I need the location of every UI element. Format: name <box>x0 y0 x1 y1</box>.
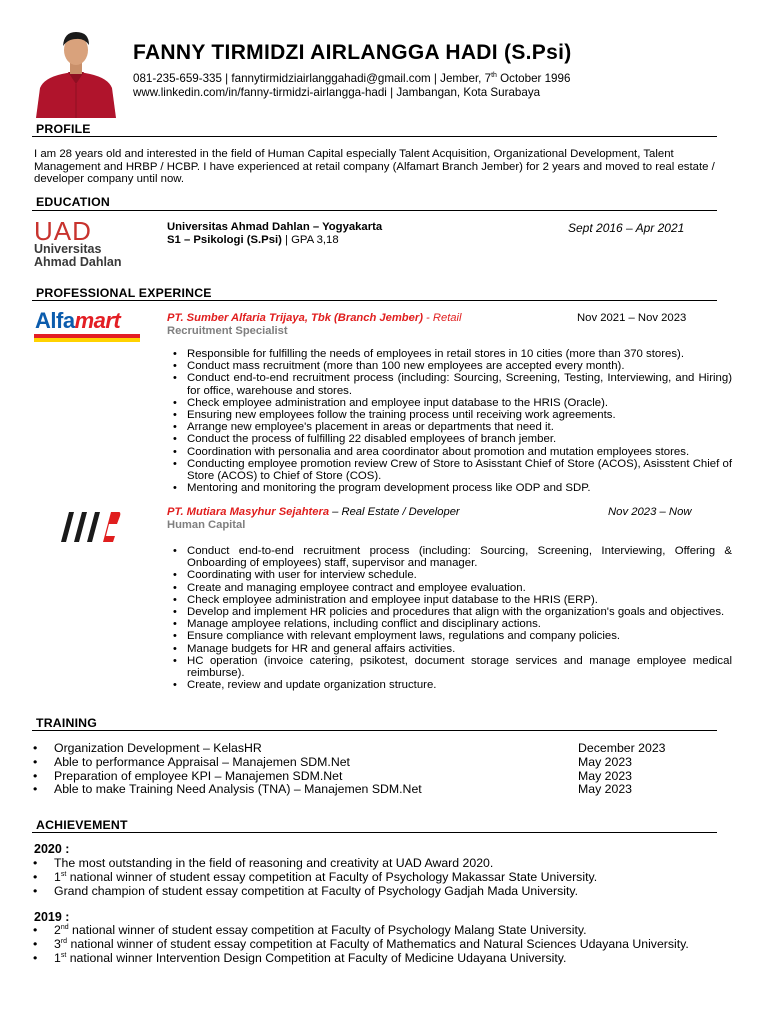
job-2-bullet: • Conduct end-to-end recruitment process (including: Sourcing, Screening, Interviewing, Offering & Onboarding of employees) staff, supervisor and manager. <box>172 545 732 569</box>
achievement-rank: 1 <box>54 869 61 884</box>
achievement-item <box>32 885 732 899</box>
job-2-bullet: • Check employee administration and employee input database to the HRIS (ERP). <box>172 594 732 606</box>
achievement-rank-ordinal: st <box>60 870 67 878</box>
training-item: • Able to performance Appraisal – Manajemen SDM.Net <box>32 756 572 770</box>
achievement-2019-list <box>32 924 732 965</box>
training-date: May 2023 <box>578 782 633 797</box>
education-dates: Sept 2016 – Apr 2021 <box>568 221 685 235</box>
gpa: | GPA 3,18 <box>281 233 339 246</box>
achievement-year-2020: 2020 : <box>34 842 70 856</box>
achievement-rank: 3 <box>54 936 61 951</box>
job-1-bullet: • Mentoring and monitoring the program development process like ODP and SDP. <box>172 482 732 494</box>
achievement-heading: ACHIEVEMENT <box>36 818 128 832</box>
job-2-role: Human Capital <box>167 518 246 531</box>
training-divider <box>32 730 717 731</box>
job-2-bullet: • Ensure compliance with relevant employment laws, regulations and company policies. <box>172 630 732 642</box>
training-date: May 2023 <box>578 754 633 769</box>
achievement-rank-ordinal: nd <box>60 923 69 931</box>
profile-text: I am 28 years old and interested in the field of Human Capital especially Talent Acquisition, Organizational Development, Talent Management and HRBP / HCBP. I have experienced at retail company (Alfamart Branch Jember) for 2 years and moved to real estate / developer company until now. <box>34 148 715 186</box>
job-1-role: Recruitment Specialist <box>167 324 288 337</box>
job-1-bullet: • Conducting employee promotion review Crew of Store to Asisstant Chief of Store (ACOS), Asisstent Chief of Store (ACOS) to Chief of Store (COS). <box>172 458 732 482</box>
job-2-bullet: • Coordinating with user for interview schedule. <box>172 569 732 581</box>
job-2-bullet: • HC operation (invoice catering, psikotest, document storage services and manage employee medical reimburse). <box>172 655 732 679</box>
profile-heading: PROFILE <box>36 122 91 136</box>
training-date: May 2023 <box>578 768 633 783</box>
profile-photo <box>32 26 120 118</box>
school-name: Universitas Ahmad Dahlan – Yogyakarta <box>167 221 383 233</box>
achievement-rank-ordinal: rd <box>60 937 68 945</box>
alfamart-wordmark-mart: mart <box>74 308 121 333</box>
job-2-bullet: • Manage amployee relations, including conflict and disciplinary actions. <box>172 618 732 630</box>
job-1-bullet: • Conduct mass recruitment (more than 100 new employees are accepted every month). <box>172 360 732 372</box>
achievement-2020-list <box>32 857 732 898</box>
achievement-divider <box>32 832 717 833</box>
training-heading: TRAINING <box>36 716 98 730</box>
job-2-bullet: • Create and managing employee contract and employee evaluation. <box>172 582 732 594</box>
achievement-item <box>32 924 732 938</box>
training-item: • Organization Development – KelasHR <box>32 742 572 756</box>
job-1-bullet: • Coordination with personalia and area coordinator about promotion and mutation employees stores. <box>172 446 732 458</box>
achievement-text: Grand champion of student essay competition at Faculty of Psychology Gadjah Mada University. <box>54 883 579 898</box>
alfamart-wordmark <box>35 308 120 334</box>
achievement-item <box>32 938 732 952</box>
achievement-text: The most outstanding in the field of reasoning and creativity at UAD Award 2020. <box>54 856 494 870</box>
achievement-text: national winner of student essay competition at Faculty of Psychology Malang State University. <box>68 923 587 937</box>
experience-heading: PROFESSIONAL EXPERINCE <box>36 286 212 300</box>
job-2-bullet: • Create, review and update organization structure. <box>172 679 732 691</box>
training-date: December 2023 <box>578 741 666 755</box>
training-list <box>32 742 572 797</box>
training-item: • Preparation of employee KPI – Manajemen SDM.Net <box>32 770 572 784</box>
achievement-text: national winner of student essay competition at Faculty of Psychology Makassar State University. <box>66 869 598 884</box>
achievement-text: national winner of student essay competition at Faculty of Mathematics and Natural Sciences Udayana University. <box>67 936 689 951</box>
uad-logo-line1: Universitas <box>34 242 102 256</box>
job-1-company: PT. Sumber Alfaria Trijaya, Tbk (Branch Jember) <box>167 312 423 324</box>
mutiara-masyhur-logo <box>55 508 127 544</box>
training-dates <box>578 742 666 797</box>
achievement-item <box>32 857 732 871</box>
job-2-header <box>167 506 460 531</box>
job-1-type: - Retail <box>422 312 462 324</box>
achievement-item <box>32 952 732 966</box>
uad-logo-line2: Ahmad Dahlan <box>34 255 122 269</box>
job-1-bullet: • Responsible for fulfilling the needs of employees in retail stores in 10 cities (more than 370 stores). <box>172 348 732 360</box>
contact-phone-email-location: 081-235-659-335 | fannytirmidziairlanggahadi@gmail.com | Jember, 7 <box>133 72 492 85</box>
profile-divider <box>32 136 717 137</box>
job-2-bullet: • Manage budgets for HR and general affairs activities. <box>172 643 732 655</box>
training-item: • Able to make Training Need Analysis (TNA) – Manajemen SDM.Net <box>32 783 572 797</box>
alfamart-logo <box>32 309 142 345</box>
degree: S1 – Psikologi (S.Psi) <box>167 233 282 246</box>
achievement-item <box>32 871 732 885</box>
alfamart-wordmark-alfa: Alfa <box>35 308 75 333</box>
job-1-bullet: • Check employee administration and employee input database to the HRIS (Oracle). <box>172 397 732 409</box>
job-2-bullet: • Develop and implement HR policies and procedures that align with the organization's goals and objectives. <box>172 606 732 618</box>
experience-divider <box>32 300 717 301</box>
uad-logo-mark: UAD <box>34 216 92 246</box>
achievement-year-2019: 2019 : <box>34 910 70 924</box>
birthdate-ordinal: th <box>491 72 497 80</box>
achievement-rank: 1 <box>54 950 61 965</box>
contact-line-1 <box>133 72 570 86</box>
achievement-rank: 2 <box>54 923 61 937</box>
job-2-dates: Nov 2023 – Now <box>608 506 692 518</box>
job-1-header <box>167 312 462 337</box>
candidate-name: FANNY TIRMIDZI AIRLANGGA HADI (S.Psi) <box>133 41 572 64</box>
uad-logo <box>34 216 144 269</box>
achievement-text: national winner Intervention Design Competition at Faculty of Medicine Udayana University. <box>66 950 567 965</box>
job-1-responsibilities <box>172 348 732 494</box>
job-2-responsibilities <box>172 545 732 691</box>
contact-line-2: www.linkedin.com/in/fanny-tirmidzi-airlangga-hadi | Jambangan, Kota Surabaya <box>133 86 541 99</box>
job-2-type: – Real Estate / Developer <box>329 506 460 518</box>
birthdate-rest: October 1996 <box>496 72 571 85</box>
job-1-dates: Nov 2021 – Nov 2023 <box>577 312 687 324</box>
job-1-bullet: • Conduct end-to-end recruitment process (including: Sourcing, Screening, Testing, Interviewing, and Hiring) for office, warehouse and stores. <box>172 372 732 396</box>
job-1-bullet: • Conduct the process of fulfilling 22 disabled employees of branch jember. <box>172 433 732 445</box>
contact-info <box>133 72 570 100</box>
job-2-company: PT. Mutiara Masyhur Sejahtera <box>167 506 330 518</box>
job-1-bullet: • Arrange new employee's placement in areas or departments that need it. <box>172 421 732 433</box>
education-divider <box>32 210 717 211</box>
job-1-bullet: • Ensuring new employees follow the training process until receiving work agreements. <box>172 409 732 421</box>
education-heading: EDUCATION <box>36 195 110 209</box>
education-entry <box>167 221 382 246</box>
achievement-rank-ordinal: st <box>60 951 67 959</box>
